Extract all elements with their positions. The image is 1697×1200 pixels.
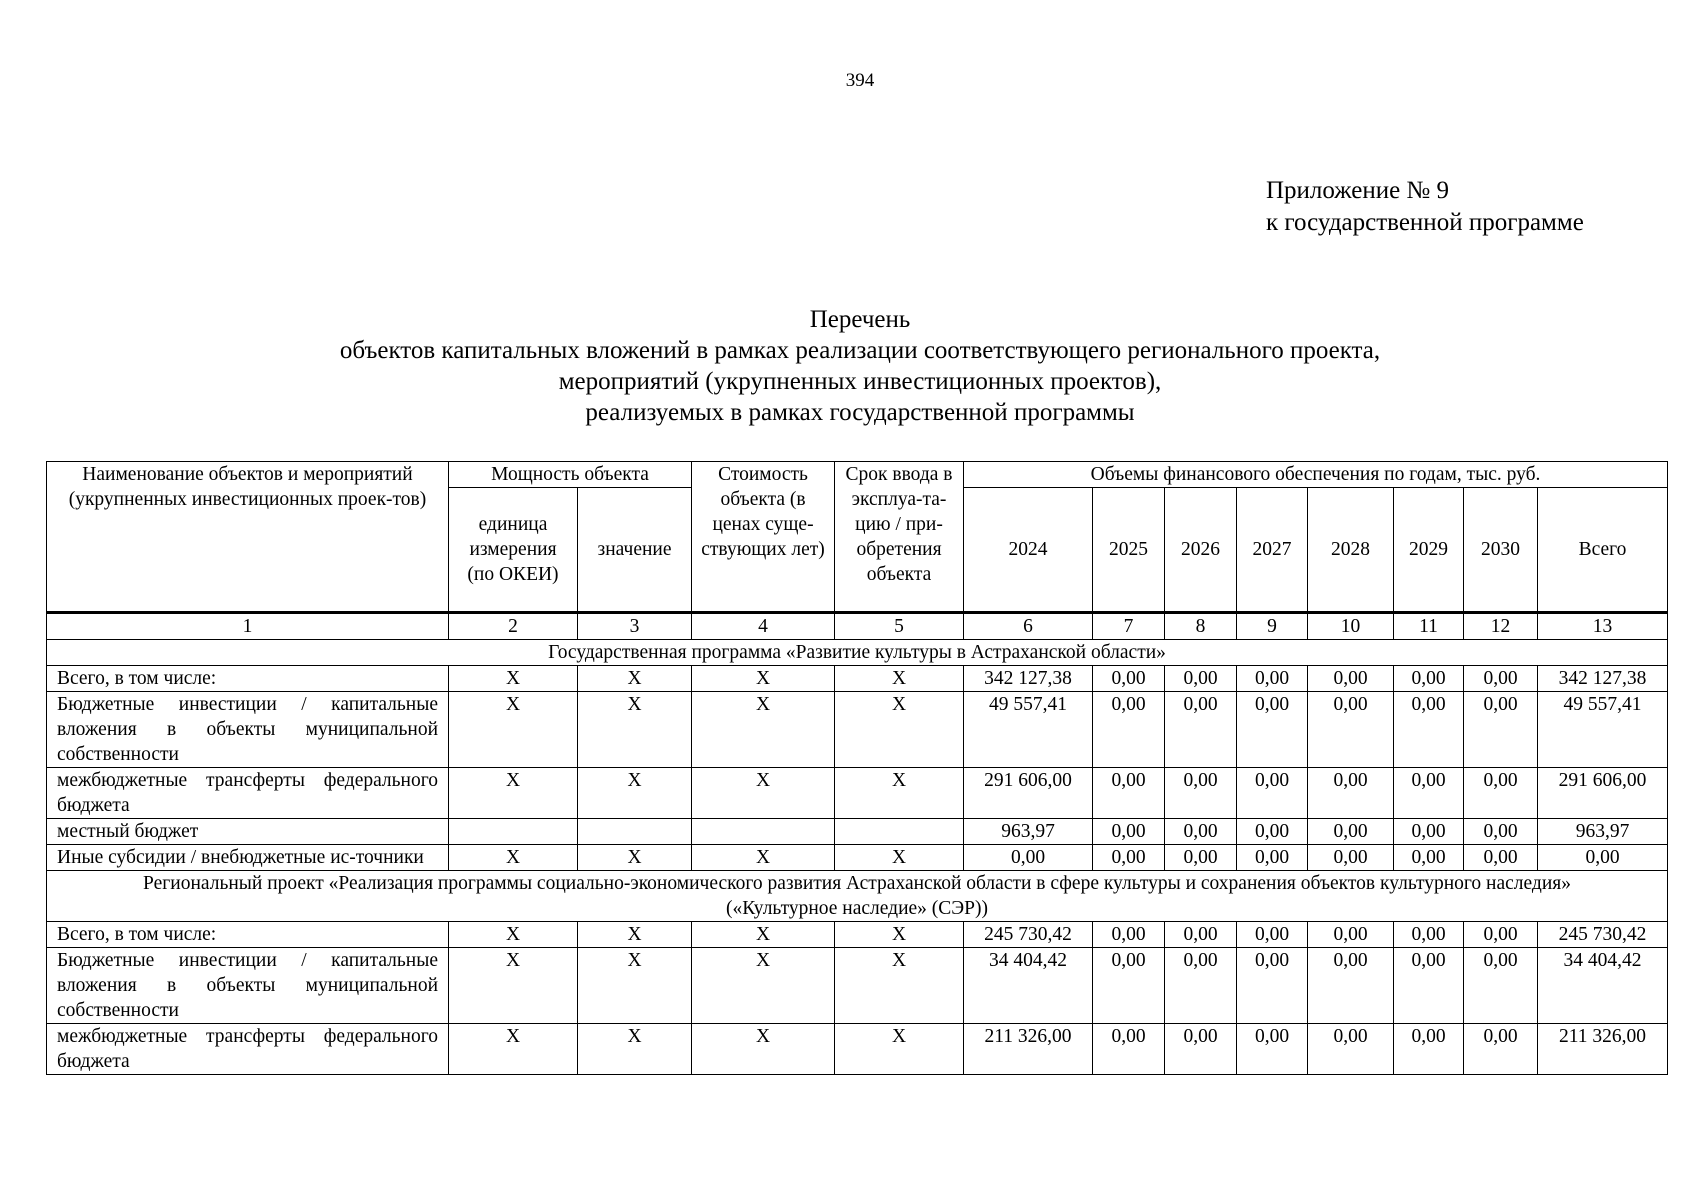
row-cost: Х <box>692 1024 835 1075</box>
row-amount-2030: 0,00 <box>1464 845 1538 871</box>
row-amount-total: 49 557,41 <box>1538 692 1668 768</box>
header-year-2028: 2028 <box>1308 488 1394 613</box>
row-unit: Х <box>449 1024 578 1075</box>
row-amount-2026: 0,00 <box>1165 768 1237 819</box>
column-number: 5 <box>835 613 964 640</box>
row-amount-2029: 0,00 <box>1394 666 1464 692</box>
row-amount-2030: 0,00 <box>1464 922 1538 948</box>
row-unit: Х <box>449 768 578 819</box>
row-amount-2024: 34 404,42 <box>964 948 1093 1024</box>
row-amount-2026: 0,00 <box>1165 922 1237 948</box>
row-amount-total: 342 127,38 <box>1538 666 1668 692</box>
title-line-4: реализуемых в рамках государственной программы <box>585 399 1135 426</box>
row-unit: Х <box>449 692 578 768</box>
row-cost: Х <box>692 692 835 768</box>
row-unit: Х <box>449 666 578 692</box>
row-amount-2025: 0,00 <box>1093 1024 1165 1075</box>
row-amount-2030: 0,00 <box>1464 1024 1538 1075</box>
row-amount-total: 211 326,00 <box>1538 1024 1668 1075</box>
title-line-2: объектов капитальных вложений в рамках реализации соответствующего регионального проекта, <box>339 337 1381 364</box>
column-number: 3 <box>578 613 692 640</box>
row-amount-total: 963,97 <box>1538 819 1668 845</box>
row-term: Х <box>835 692 964 768</box>
row-value: Х <box>578 666 692 692</box>
row-amount-2029: 0,00 <box>1394 692 1464 768</box>
row-cost: Х <box>692 666 835 692</box>
row-value: Х <box>578 768 692 819</box>
row-unit: Х <box>449 922 578 948</box>
header-year-2029: 2029 <box>1394 488 1464 613</box>
appendix-note <box>1266 175 1584 239</box>
table-row <box>47 1024 1668 1075</box>
row-amount-2028: 0,00 <box>1308 768 1394 819</box>
appendix-line-1: Приложение № 9 <box>1266 177 1450 204</box>
row-amount-2027: 0,00 <box>1237 692 1308 768</box>
row-amount-2028: 0,00 <box>1308 948 1394 1024</box>
row-amount-2027: 0,00 <box>1237 1024 1308 1075</box>
row-amount-2029: 0,00 <box>1394 845 1464 871</box>
row-amount-2025: 0,00 <box>1093 768 1165 819</box>
row-amount-2028: 0,00 <box>1308 692 1394 768</box>
row-amount-2028: 0,00 <box>1308 666 1394 692</box>
row-amount-2025: 0,00 <box>1093 948 1165 1024</box>
row-amount-2027: 0,00 <box>1237 768 1308 819</box>
column-number: 8 <box>1165 613 1237 640</box>
header-year-2025: 2025 <box>1093 488 1165 613</box>
row-unit: Х <box>449 948 578 1024</box>
header-unit: единица измерения (по ОКЕИ) <box>449 488 578 613</box>
header-capacity: Мощность объекта <box>449 462 692 488</box>
row-term: Х <box>835 948 964 1024</box>
row-amount-2029: 0,00 <box>1394 948 1464 1024</box>
row-amount-2026: 0,00 <box>1165 948 1237 1024</box>
column-number-row <box>47 613 1668 640</box>
row-amount-2027: 0,00 <box>1237 845 1308 871</box>
row-name: межбюджетные трансферты федерального бюджета <box>47 1024 449 1075</box>
row-amount-2027: 0,00 <box>1237 922 1308 948</box>
table-row <box>47 948 1668 1024</box>
row-term: Х <box>835 666 964 692</box>
title-line-1: Перечень <box>809 306 911 333</box>
row-amount-2028: 0,00 <box>1308 1024 1394 1075</box>
row-amount-2030: 0,00 <box>1464 666 1538 692</box>
row-amount-2027: 0,00 <box>1237 819 1308 845</box>
header-value: значение <box>578 488 692 613</box>
row-name: Бюджетные инвестиции / капитальные вложения в объекты муниципальной собственности <box>47 692 449 768</box>
row-name: Бюджетные инвестиции / капитальные вложения в объекты муниципальной собственности <box>47 948 449 1024</box>
page-number: 394 <box>845 70 875 91</box>
row-amount-2030: 0,00 <box>1464 768 1538 819</box>
row-value: Х <box>578 948 692 1024</box>
table-row <box>47 692 1668 768</box>
row-cost <box>692 819 835 845</box>
table-row <box>47 922 1668 948</box>
row-amount-2026: 0,00 <box>1165 819 1237 845</box>
row-amount-2024: 963,97 <box>964 819 1093 845</box>
row-value: Х <box>578 692 692 768</box>
row-amount-total: 291 606,00 <box>1538 768 1668 819</box>
row-name: Всего, в том числе: <box>47 922 449 948</box>
row-name: Иные субсидии / внебюджетные ис-точники <box>47 845 449 871</box>
column-number: 9 <box>1237 613 1308 640</box>
row-amount-2029: 0,00 <box>1394 922 1464 948</box>
header-year-2024: 2024 <box>964 488 1093 613</box>
row-amount-2030: 0,00 <box>1464 692 1538 768</box>
row-term: Х <box>835 922 964 948</box>
row-term: Х <box>835 845 964 871</box>
row-value: Х <box>578 1024 692 1075</box>
column-number: 4 <box>692 613 835 640</box>
section-row <box>47 640 1668 666</box>
row-term: Х <box>835 1024 964 1075</box>
header-year-2027: 2027 <box>1237 488 1308 613</box>
appendix-line-2: к государственной программе <box>1266 209 1584 236</box>
row-amount-total: 0,00 <box>1538 845 1668 871</box>
row-amount-2024: 245 730,42 <box>964 922 1093 948</box>
row-amount-2026: 0,00 <box>1165 1024 1237 1075</box>
column-number: 1 <box>47 613 449 640</box>
row-cost: Х <box>692 768 835 819</box>
row-name: Всего, в том числе: <box>47 666 449 692</box>
row-amount-2025: 0,00 <box>1093 845 1165 871</box>
header-cost: Стоимость объекта (в ценах суще-ствующих лет) <box>692 462 835 613</box>
capital-investment-table <box>46 461 1668 1075</box>
header-year-2030: 2030 <box>1464 488 1538 613</box>
column-number: 11 <box>1394 613 1464 640</box>
row-amount-2027: 0,00 <box>1237 666 1308 692</box>
row-amount-2028: 0,00 <box>1308 819 1394 845</box>
row-value: Х <box>578 922 692 948</box>
row-cost: Х <box>692 948 835 1024</box>
row-term: Х <box>835 768 964 819</box>
section-title: Государственная программа «Развитие культуры в Астраханской области» <box>47 640 1668 666</box>
row-amount-2024: 291 606,00 <box>964 768 1093 819</box>
row-amount-total: 34 404,42 <box>1538 948 1668 1024</box>
row-name: местный бюджет <box>47 819 449 845</box>
row-amount-2029: 0,00 <box>1394 1024 1464 1075</box>
row-amount-2028: 0,00 <box>1308 922 1394 948</box>
row-value: Х <box>578 845 692 871</box>
table-row <box>47 845 1668 871</box>
column-number: 2 <box>449 613 578 640</box>
row-amount-2024: 342 127,38 <box>964 666 1093 692</box>
row-amount-2030: 0,00 <box>1464 948 1538 1024</box>
column-number: 13 <box>1538 613 1668 640</box>
row-amount-2030: 0,00 <box>1464 819 1538 845</box>
row-amount-2026: 0,00 <box>1165 692 1237 768</box>
row-amount-2025: 0,00 <box>1093 819 1165 845</box>
row-amount-total: 245 730,42 <box>1538 922 1668 948</box>
table-row <box>47 768 1668 819</box>
row-unit: Х <box>449 845 578 871</box>
row-name: межбюджетные трансферты федерального бюджета <box>47 768 449 819</box>
header-total: Всего <box>1538 488 1668 613</box>
row-amount-2027: 0,00 <box>1237 948 1308 1024</box>
row-amount-2029: 0,00 <box>1394 768 1464 819</box>
header-name: Наименование объектов и мероприятий (укрупненных инвестиционных проек-тов) <box>47 462 449 613</box>
document-title <box>0 304 1697 428</box>
row-value <box>578 819 692 845</box>
row-amount-2028: 0,00 <box>1308 845 1394 871</box>
header-funding: Объемы финансового обеспечения по годам, тыс. руб. <box>964 462 1668 488</box>
row-cost: Х <box>692 845 835 871</box>
row-amount-2025: 0,00 <box>1093 666 1165 692</box>
row-amount-2029: 0,00 <box>1394 819 1464 845</box>
row-amount-2024: 49 557,41 <box>964 692 1093 768</box>
header-term: Срок ввода в эксплуа-та-цию / при-обретения объекта <box>835 462 964 613</box>
row-amount-2025: 0,00 <box>1093 692 1165 768</box>
column-number: 7 <box>1093 613 1165 640</box>
column-number: 10 <box>1308 613 1394 640</box>
row-amount-2025: 0,00 <box>1093 922 1165 948</box>
section-title: Региональный проект «Реализация программы социально-экономического развития Астраханской области в сфере культуры и сохранения объектов культурного наследия» («Культурное наследие» (СЭР)) <box>47 871 1668 922</box>
header-year-2026: 2026 <box>1165 488 1237 613</box>
row-amount-2026: 0,00 <box>1165 666 1237 692</box>
column-number: 6 <box>964 613 1093 640</box>
section-row <box>47 871 1668 922</box>
row-term <box>835 819 964 845</box>
row-cost: Х <box>692 922 835 948</box>
header-row-1 <box>47 462 1668 488</box>
title-line-3: мероприятий (укрупненных инвестиционных проектов), <box>558 368 1162 395</box>
row-amount-2026: 0,00 <box>1165 845 1237 871</box>
table-row <box>47 666 1668 692</box>
row-unit <box>449 819 578 845</box>
row-amount-2024: 0,00 <box>964 845 1093 871</box>
row-amount-2024: 211 326,00 <box>964 1024 1093 1075</box>
column-number: 12 <box>1464 613 1538 640</box>
table-row <box>47 819 1668 845</box>
